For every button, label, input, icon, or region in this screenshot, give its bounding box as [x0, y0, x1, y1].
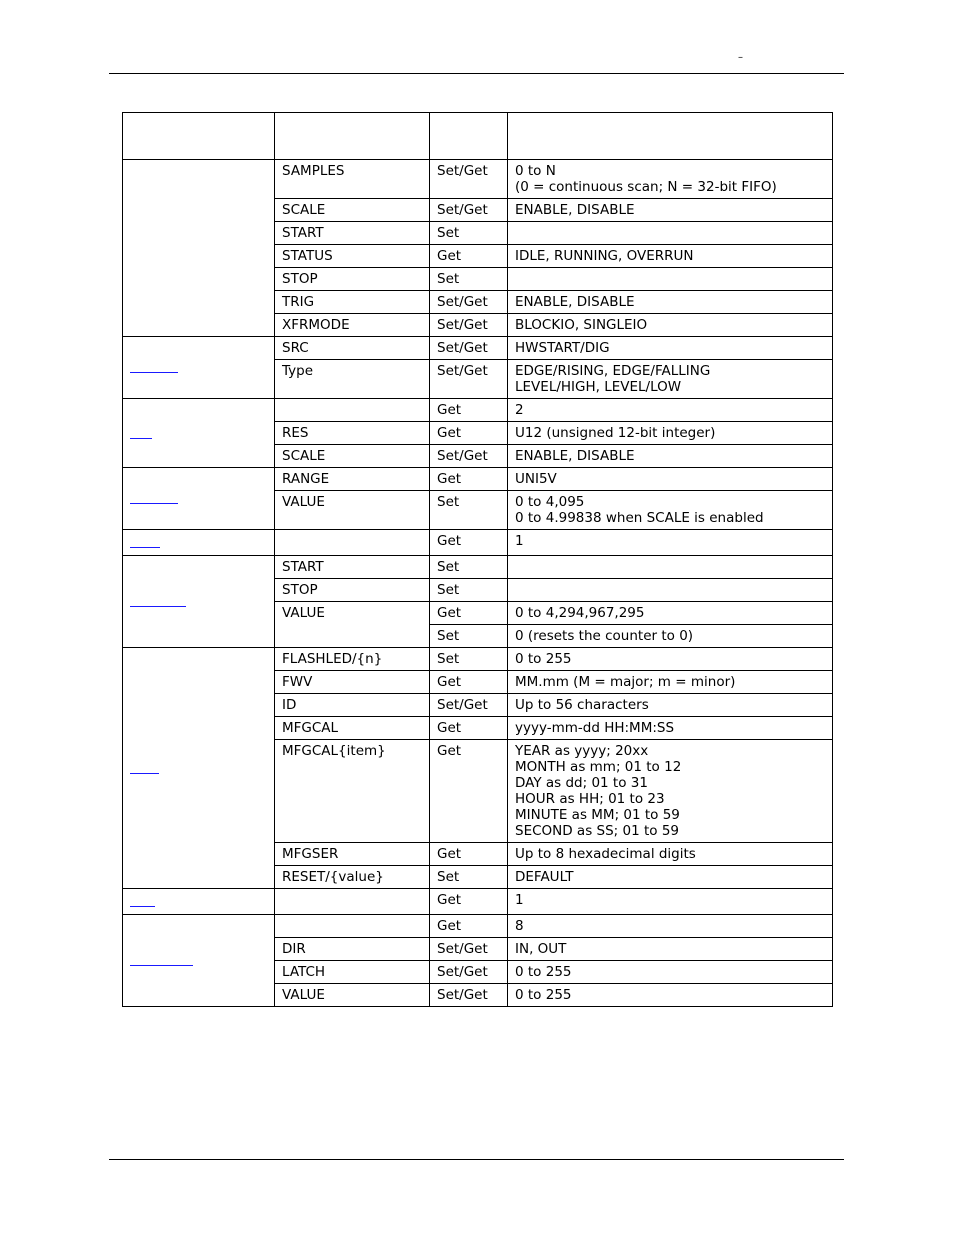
access-cell: Set: [430, 268, 508, 291]
access-cell: Get: [430, 915, 508, 938]
component-cell: [123, 160, 275, 337]
value-line: 0 to 4,294,967,295: [515, 605, 645, 621]
table-row: [123, 530, 833, 556]
component-cell: [123, 530, 275, 556]
values-cell: [508, 222, 833, 245]
property-cell: MFGCAL: [275, 717, 430, 740]
value-line: LEVEL/HIGH, LEVEL/LOW: [515, 379, 682, 395]
property-cell: STATUS: [275, 245, 430, 268]
command-table: [122, 112, 833, 1007]
header-cell-access: [430, 113, 508, 160]
property-cell: XFRMODE: [275, 314, 430, 337]
component-cell: [123, 556, 275, 648]
access-cell: Set/Get: [430, 360, 508, 399]
value-line: IN, OUT: [515, 941, 567, 957]
value-line: ENABLE, DISABLE: [515, 202, 635, 218]
values-cell: [508, 360, 833, 399]
values-cell: [508, 314, 833, 337]
property-cell: [275, 915, 430, 938]
access-cell: Get: [430, 245, 508, 268]
command-table-body: [123, 113, 833, 1007]
access-cell: Get: [430, 671, 508, 694]
access-cell: Set/Get: [430, 337, 508, 360]
property-cell: MFGCAL{item}: [275, 740, 430, 843]
table-row: [123, 648, 833, 671]
values-cell: [508, 556, 833, 579]
property-cell: START: [275, 556, 430, 579]
value-line: 0 to 255: [515, 987, 572, 1003]
value-line: 1: [515, 892, 524, 908]
value-line: HOUR as HH; 01 to 23: [515, 791, 665, 807]
value-line: Up to 56 characters: [515, 697, 649, 713]
property-cell: FWV: [275, 671, 430, 694]
property-cell: ID: [275, 694, 430, 717]
access-cell: Set: [430, 556, 508, 579]
access-cell: Set/Get: [430, 984, 508, 1007]
values-cell: [508, 625, 833, 648]
property-cell: FLASHLED/{n}: [275, 648, 430, 671]
value-line: HWSTART/DIG: [515, 340, 610, 356]
value-line: EDGE/RISING, EDGE/FALLING: [515, 363, 711, 379]
table-row: [123, 915, 833, 938]
values-cell: [508, 399, 833, 422]
values-cell: [508, 717, 833, 740]
access-cell: Set/Get: [430, 961, 508, 984]
component-cell: [123, 337, 275, 399]
property-cell: [275, 530, 430, 556]
component-link[interactable]: [130, 606, 186, 607]
values-cell: [508, 889, 833, 915]
component-link[interactable]: [130, 372, 178, 373]
header-cell-values: [508, 113, 833, 160]
access-cell: Get: [430, 530, 508, 556]
values-cell: [508, 843, 833, 866]
values-cell: [508, 291, 833, 314]
property-cell: Type: [275, 360, 430, 399]
value-line: BLOCKIO, SINGLEIO: [515, 317, 648, 333]
value-line: ENABLE, DISABLE: [515, 448, 635, 464]
property-cell: VALUE: [275, 491, 430, 530]
values-cell: [508, 491, 833, 530]
values-cell: [508, 468, 833, 491]
property-cell: SRC: [275, 337, 430, 360]
value-line: MINUTE as MM; 01 to 59: [515, 807, 680, 823]
values-cell: [508, 648, 833, 671]
component-cell: [123, 399, 275, 468]
property-cell: MFGSER: [275, 843, 430, 866]
value-line: MM.mm (M = major; m = minor): [515, 674, 736, 690]
value-line: YEAR as yyyy; 20xx: [515, 743, 649, 759]
component-link[interactable]: [130, 438, 152, 439]
table-row: [123, 337, 833, 360]
values-cell: [508, 445, 833, 468]
values-cell: [508, 337, 833, 360]
property-cell: START: [275, 222, 430, 245]
access-cell: Set/Get: [430, 160, 508, 199]
table-row: [123, 160, 833, 199]
values-cell: [508, 694, 833, 717]
property-cell: TRIG: [275, 291, 430, 314]
value-line: (0 = continuous scan; N = 32-bit FIFO): [515, 179, 777, 195]
value-line: 0 to 255: [515, 651, 572, 667]
value-line: 0 (resets the counter to 0): [515, 628, 694, 644]
component-link[interactable]: [130, 547, 160, 548]
component-link[interactable]: [130, 965, 193, 966]
values-cell: [508, 740, 833, 843]
property-cell: SCALE: [275, 445, 430, 468]
access-cell: Get: [430, 602, 508, 625]
component-cell: [123, 889, 275, 915]
access-cell: Set: [430, 648, 508, 671]
property-cell: SAMPLES: [275, 160, 430, 199]
access-cell: Set: [430, 866, 508, 889]
component-cell: [123, 915, 275, 1007]
value-line: 0 to N: [515, 163, 556, 179]
table-row: [123, 399, 833, 422]
access-cell: Get: [430, 843, 508, 866]
access-cell: Set/Get: [430, 694, 508, 717]
access-cell: Set: [430, 491, 508, 530]
value-line: DAY as dd; 01 to 31: [515, 775, 648, 791]
table-row: [123, 556, 833, 579]
property-cell: VALUE: [275, 602, 430, 648]
property-cell: VALUE: [275, 984, 430, 1007]
access-cell: Set/Get: [430, 445, 508, 468]
property-cell: STOP: [275, 268, 430, 291]
access-cell: Set/Get: [430, 938, 508, 961]
component-link[interactable]: [130, 906, 155, 907]
access-cell: Get: [430, 717, 508, 740]
access-cell: Set: [430, 222, 508, 245]
value-line: 0 to 4.99838 when SCALE is enabled: [515, 510, 764, 526]
value-line: SECOND as SS; 01 to 59: [515, 823, 680, 839]
value-line: 2: [515, 402, 524, 418]
property-cell: STOP: [275, 579, 430, 602]
value-line: DEFAULT: [515, 869, 574, 885]
access-cell: Set/Get: [430, 314, 508, 337]
component-link[interactable]: [130, 773, 159, 774]
value-line: 1: [515, 533, 524, 549]
value-line: MONTH as mm; 01 to 12: [515, 759, 682, 775]
header-mark: –: [738, 52, 743, 63]
table-row: [123, 468, 833, 491]
values-cell: [508, 160, 833, 199]
table-row: [123, 889, 833, 915]
value-line: U12 (unsigned 12-bit integer): [515, 425, 716, 441]
values-cell: [508, 199, 833, 222]
header-rule: [109, 73, 844, 74]
value-line: yyyy-mm-dd HH:MM:SS: [515, 720, 675, 736]
property-cell: SCALE: [275, 199, 430, 222]
values-cell: [508, 671, 833, 694]
access-cell: Get: [430, 889, 508, 915]
access-cell: Get: [430, 468, 508, 491]
access-cell: Get: [430, 399, 508, 422]
property-cell: DIR: [275, 938, 430, 961]
property-cell: RANGE: [275, 468, 430, 491]
values-cell: [508, 866, 833, 889]
value-line: 0 to 4,095: [515, 494, 585, 510]
values-cell: [508, 245, 833, 268]
value-line: Up to 8 hexadecimal digits: [515, 846, 696, 862]
values-cell: [508, 961, 833, 984]
access-cell: Set: [430, 625, 508, 648]
access-cell: Set/Get: [430, 291, 508, 314]
value-line: 8: [515, 918, 524, 934]
footer-rule: [109, 1159, 844, 1160]
component-cell: [123, 648, 275, 889]
table-header-row: [123, 113, 833, 160]
property-cell: RESET/{value}: [275, 866, 430, 889]
component-cell: [123, 468, 275, 530]
values-cell: [508, 579, 833, 602]
value-line: IDLE, RUNNING, OVERRUN: [515, 248, 694, 264]
values-cell: [508, 915, 833, 938]
property-cell: LATCH: [275, 961, 430, 984]
property-cell: [275, 889, 430, 915]
access-cell: Get: [430, 422, 508, 445]
values-cell: [508, 530, 833, 556]
values-cell: [508, 422, 833, 445]
header-cell-property: [275, 113, 430, 160]
header-cell-component: [123, 113, 275, 160]
values-cell: [508, 938, 833, 961]
value-line: 0 to 255: [515, 964, 572, 980]
property-cell: RES: [275, 422, 430, 445]
values-cell: [508, 602, 833, 625]
component-link[interactable]: [130, 503, 178, 504]
property-cell: [275, 399, 430, 422]
value-line: ENABLE, DISABLE: [515, 294, 635, 310]
access-cell: Set: [430, 579, 508, 602]
access-cell: Set/Get: [430, 199, 508, 222]
value-line: UNI5V: [515, 471, 557, 487]
values-cell: [508, 984, 833, 1007]
values-cell: [508, 268, 833, 291]
access-cell: Get: [430, 740, 508, 843]
